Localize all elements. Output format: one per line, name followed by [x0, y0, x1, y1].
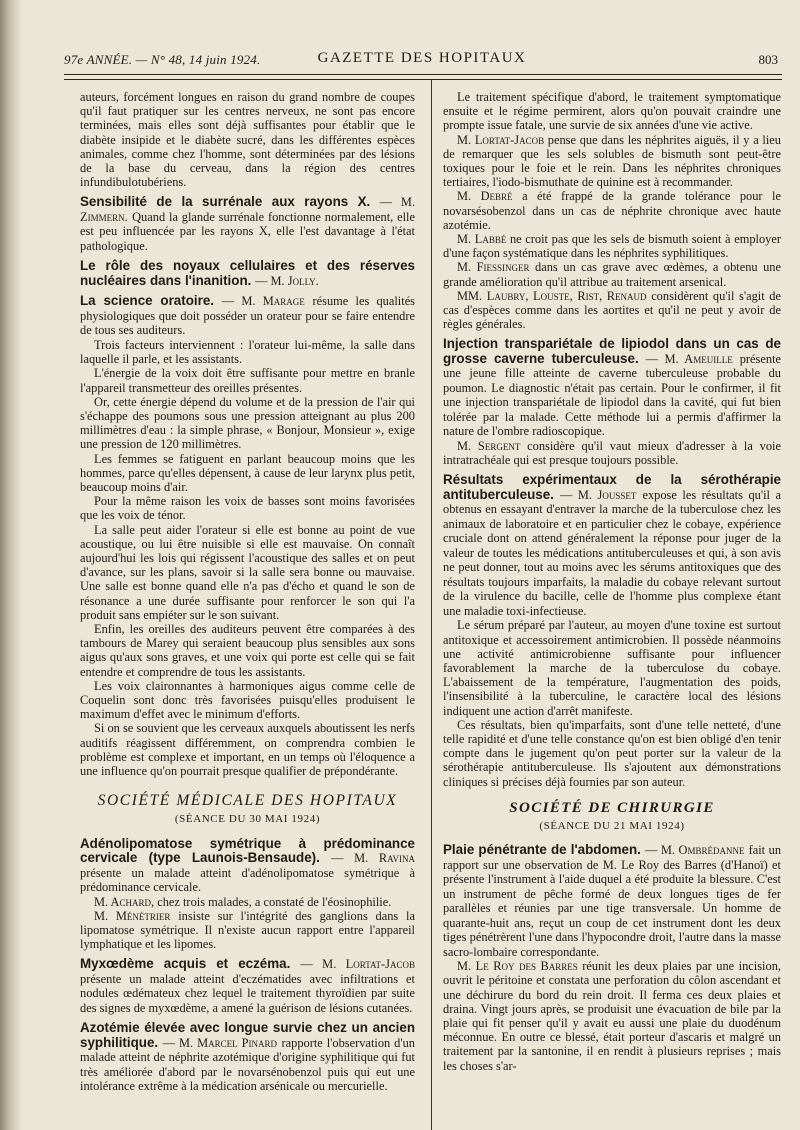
paragraph: L'énergie de la voix doit être suffisante pour mettre en branle l'appareil transmetteur des oreilles présentes.	[80, 366, 415, 395]
paragraph	[443, 260, 781, 288]
article-lipiodol: Injection transpariétale de lipiodol dans un cas de grosse caverne tuberculeuse. — M. Ameuille présente une jeune fille atteinte de caverne tuberculeuse probable du poumon. Le diagnostic n'était pas certain. Pour le confirmer, il fit une injection transpariétale de lipiodol dans la cavité, qui fut bien tolérée par la malade. Cette méthode lui a permis d'affirmer la nature de l'ombre radioscopique.	[443, 336, 781, 439]
speaker-name: M. Debré	[457, 189, 513, 204]
paragraph-text: considère qu'il vaut mieux d'adresser à la voie intratrachéale qui est presque toujours possible.	[443, 438, 781, 468]
article-body: expose les résultats qu'il a obtenus en essayant d'entraver la marche de la tuberculose chez les animaux de laboratoire et en particulier chez le cobaye, expérience cruciale dont on attend généralement la réponse pour juger de la valeur de toutes les médications antituberculeuses et qui, à son avis ne peut donner, tout au moins avec les sérums antitoxiques que des résultats toujours imparfaits, la maladie du cobaye relevant surtout de la virulence du bacille, celle de l'homme plus complexe étant une maladie toxi-infectieuse.	[443, 487, 781, 618]
speaker-name: M. Labbé	[457, 232, 507, 247]
column-divider	[431, 80, 432, 1130]
article-plaie: Plaie pénétrante de l'abdomen. — M. Ombrédanne fait un rapport sur une observation de M. Le Roy des Barres (d'Hanoï) et présente l'instrument à l'aide duquel a été produite la blessure. C'est un instrument de pêche formé de deux longues tiges de fer parallèles et réunies par une tige transversale. Un homme de quarante-huit ans, reçut un coup de cet instrument dont les deux tiges pénétrèrent l'une dans l'hypocondre droit, l'autre dans la masse sacro-lombaire correspondante.	[443, 842, 781, 959]
paragraph: Enfin, les oreilles des auditeurs peuvent être comparées à des tambours de Marey qui seraient beaucoup plus sensibles aux sons aigus qu'aux sons graves, et une voix qui porte est celle qui se fait entendre et comprendre de tous les assistants.	[80, 621, 415, 679]
paragraph: Or, cette énergie dépend du volume et de la pression de l'air qui s'échappe des poumons sous une pression atteignant au plus 200 millimètres d'eau : la simple phrase, « Bonjour, Monsieur », exige une pression de 120 millimètres.	[80, 394, 415, 452]
speaker-name: M. Fiessinger	[457, 260, 530, 275]
article-author: M. Marage	[241, 294, 305, 309]
article-title: Le rôle des noyaux cellulaires et des réserves nucléaires dans l'inanition.	[80, 258, 415, 288]
section-title: SOCIÉTÉ MÉDICALE DES HOPITAUX	[97, 792, 398, 810]
page-header	[64, 48, 780, 70]
article-author: M. Ravina	[354, 851, 415, 866]
paragraph: Trois facteurs interviennent : l'orateur lui-même, la salle dans laquelle il parle, et les assistants.	[80, 337, 415, 367]
article-author: M. Jousset	[577, 487, 637, 502]
article-title: Sensibilité de la surrénale aux rayons X.	[80, 194, 371, 210]
article-body: présente un malade atteint d'eczématides avec infiltrations et nodules œdémateux chez lequel le traitement thyroïdien par suite des signes de myxœdème, a amené la guérison de lésions cutanées.	[80, 971, 415, 1015]
article-body: fait un rapport sur une observation de M. Le Roy des Barres (d'Hanoï) et présente l'instrument à l'aide duquel a été produite la blessure. C'est un instrument de pêche formé de deux longues tiges de fer parallèles et réunies par une tige transversale. Un homme de quarante-huit ans, reçut un coup de cet instrument dont les deux tiges pénétrèrent l'une dans l'hypocondre droit, l'autre dans la masse sacro-lombaire correspondante.	[443, 843, 781, 959]
article-body: Quand la glande surrénale fonctionne normalement, elle est peu influencée par les rayons X, elle l'est davantage à l'état pathologique.	[80, 209, 415, 253]
section-date: (SÉANCE DU 30 MAI 1924)	[174, 813, 321, 826]
paragraph: Pour la même raison les voix de basses sont moins favorisées que les voix de ténor.	[80, 494, 415, 523]
article-azotemie: Azotémie élevée avec longue survie chez un ancien syphilitique. — M. Marcel Pinard rapporte l'observation d'un malade atteint de néphrite azotémique d'origine syphilitique qui fut très améliorée d'abord par le novarsénobenzol puis qui eut une intolérance extrême à la médication arsénicale ou mercurielle.	[80, 1020, 415, 1094]
page-number: 803	[758, 52, 778, 67]
paragraph-text: considèrent qu'il s'agit de cas d'espèces comme dans les aortites et qu'il ne peut y avoir de règles générales.	[443, 288, 781, 332]
article-serotherapie: Résultats expérimentaux de la sérothérapie antituberculeuse. — M. Jousset expose les résultats qu'il a obtenus en essayant d'entraver la marche de la tuberculose chez les animaux de laboratoire et en particulier chez le cobaye, expérience cruciale dont on attend généralement la réponse pour juger de la valeur de toutes les médications antituberculeuses et qui, à son avis ne peut donner, tout au moins avec les sérums antitoxiques que des résultats toujours imparfaits, la maladie du cobaye relevant surtout de la virulence du bacille, celle de l'homme plus complexe étant une maladie toxi-infectieuse.	[443, 472, 781, 618]
paragraph-text: dans un cas grave avec œdèmes, a obtenu une grande amélioration qu'il attribue au traitement arsenical.	[443, 260, 781, 289]
article-title: Azotémie élevée avec longue survie chez un ancien syphilitique.	[80, 1020, 415, 1050]
paragraph-text: réunit les deux plaies par une incision, ouvrit le péritoine et constata une perforation du côlon ascendant et une déchirure du bord du rein droit. Il ferma ces deux plaies et draina. Vingt jours après, se produisit une évacuation de bile par la plaie qui fit penser qu'il y avait eu aussi une plaie du duodénum méconnue. En outre ce blessé, était porteur d'ascaris et malgré un traitement par la santonine, il en rendit à plusieurs reprises ; mais les choses s'ar-	[443, 959, 781, 1073]
article-title: Résultats expérimentaux de la sérothérapie antituberculeuse.	[443, 472, 781, 502]
article-oratoire: La science oratoire. — M. Marage résume les qualités physiologiques que doit posséder un orateur pour se faire entendre de tous ses auditeurs.	[80, 293, 415, 338]
article-title: Adénolipomatose symétrique à prédominance cervicale (type Launois-Bensaude).	[80, 835, 415, 866]
paragraph-text: insiste sur l'intégrité des ganglions dans la lipomatose symétrique. Il n'existe aucun rapport entre l'appareil lymphatique et les lipomes.	[80, 908, 415, 952]
section-title: SOCIÉTÉ DE CHIRURGIE	[509, 799, 715, 816]
article-body: rapporte l'observation d'un malade atteint de néphrite azotémique d'origine syphilitique qui fut très améliorée d'abord par le novarsénobenzol puis qui eut une intolérance extrême à la médication arsénicale ou mercurielle.	[80, 1035, 415, 1094]
article-author: M. Zimmern.	[80, 195, 415, 224]
paragraph: La salle peut aider l'orateur si elle est bonne au point de vue acoustique, ou lui être nuisible si elle est mauvaise. On connaît aujourd'hui les lois qui régissent l'acoustique des salles et on peut d'avance, sur les plans, savoir si la salle sera bonne ou mauvaise. Une salle est bonne quand elle n'a pas d'écho et quand le son de résonance a une durée suffisante pour renforcer le son qui l'a produit sans empiéter sur le son suivant.	[80, 522, 415, 622]
article-title: La science oratoire.	[80, 293, 214, 309]
paragraph	[443, 232, 781, 260]
speaker-name: M. Achard,	[94, 894, 155, 909]
paragraph: Les voix claironnantes à harmoniques aigus comme celle de Coquelin sont donc très favorisées puisqu'elles produisent le maximum d'effet avec le minimum d'efforts.	[80, 678, 415, 722]
speaker-name: M. Le Roy des Barres	[457, 959, 578, 974]
paragraph-text: pense que dans les néphrites aiguës, il y a lieu de remarquer que les sels solubles de bismuth sont peut-être toxiques pour le foie et le rein. Dans les néphrites chroniques tertiaires, l'iodo-bismuthate de quinine est à recommander.	[443, 132, 781, 190]
paragraph: Les femmes se fatiguent en parlant beaucoup moins que les hommes, parce qu'elles dépensent, à cause de leur larynx plus petit, beaucoup moins d'air.	[80, 451, 415, 494]
section-date: (SÉANCE DU 21 MAI 1924)	[539, 820, 685, 832]
binding-shadow	[0, 0, 22, 1130]
paragraph	[443, 959, 781, 1073]
article-author: M. Ombrédanne	[660, 843, 745, 858]
article-adenolipomatose: Adénolipomatose symétrique à prédominance cervicale (type Launois-Bensaude). — M. Ravina présente un malade atteint d'adénolipomatose symétrique à prédominance cervicale.	[80, 835, 415, 895]
paragraph	[443, 289, 781, 332]
article-noyaux: Le rôle des noyaux cellulaires et des réserves nucléaires dans l'inanition. — M. Jolly.	[80, 258, 415, 288]
article-body: présente un malade atteint d'adénolipomatose symétrique à prédominance cervicale.	[80, 865, 415, 895]
paragraph: Le traitement spécifique d'abord, le traitement symptomatique ensuite et le régime permirent, alors qu'on pouvait craindre une prompte issue fatale, une survie de six années d'une vie active.	[443, 90, 781, 133]
article-author: M. Lortat-Jacob	[322, 957, 415, 972]
article-body: résume les qualités physiologiques que doit posséder un orateur pour se faire entendre de tous ses auditeurs.	[80, 294, 415, 338]
article-title: Plaie pénétrante de l'abdomen.	[443, 842, 641, 858]
paragraph: Si on se souvient que les cerveaux auxquels aboutissent les nerfs auditifs réagissent différemment, on comprendra combien le problème est complexe et important, en un temps où l'éloquence a une influence qu'on pourrait presque qualifier de prépondérante.	[80, 721, 415, 779]
paragraph: Le sérum préparé par l'auteur, au moyen d'une toxine est surtout antitoxique et accessoirement antimicrobien. Il possède néanmoins une activité antimicrobienne suffisante pour influencer favorablement la marche de la tuberculose du cobaye. L'abaissement de la température, l'augmentation des poids, l'insensibilité à la tuberculine, le caractère local des lésions indiquent une action d'arrêt manifeste.	[443, 618, 781, 718]
paragraph	[80, 895, 415, 909]
paragraph	[443, 189, 781, 232]
speaker-name: M. Sergent	[457, 438, 521, 453]
paragraph	[443, 439, 781, 467]
right-column	[443, 90, 781, 1130]
article-title: Injection transpariétale de lipiodol dans un cas de grosse caverne tuberculeuse.	[443, 336, 781, 366]
speaker-name: MM. Laubry, Louste, Rist, Renaud	[457, 288, 647, 303]
article-myxoedeme: Myxœdème acquis et eczéma. — M. Lortat-Jacob présente un malade atteint d'eczématides avec infiltrations et nodules œdémateux chez lequel le traitement thyroïdien par suite des signes de myxœdème, a amené la guérison de lésions cutanées.	[80, 956, 415, 1015]
header-double-rule	[64, 74, 782, 80]
paragraph-text: a été frappé de la grande tolérance pour le novarsésobenzol dans un cas de néphrite chronique avec haute azotémie.	[443, 189, 781, 232]
speaker-name: M. Ménétrier	[94, 908, 171, 923]
paragraph-text: ne croit pas que les sels de bismuth soient à employer d'une façon systématique dans les néphrites syphilitiques.	[443, 232, 781, 261]
article-author: M. Jolly.	[270, 273, 319, 288]
article-surrenale: Sensibilité de la surrénale aux rayons X. — M. Zimmern. Quand la glande surrénale fonctionne normalement, elle est peu influencée par les rayons X, elle l'est davantage à l'état pathologique.	[80, 194, 415, 253]
issue-info: 97e ANNÉE. — N° 48, 14 juin 1924.	[64, 52, 261, 67]
paragraph	[443, 133, 781, 190]
article-author: M. Marcel Pinard	[179, 1035, 277, 1050]
paragraph-text: chez trois malades, a constaté de l'éosinophilie.	[157, 894, 392, 909]
article-title: Myxœdème acquis et eczéma.	[80, 956, 291, 972]
paragraph: auteurs, forcément longues en raison du grand nombre de coupes qu'il faut pratiquer sur les centres nerveux, ne sont pas encore terminées, mais elles sont déjà suffisantes pour établir que le diabète insipide et le diabète sucré, dans les différentes espèces animales, comme chez l'homme, sont déterminées par des lésions de la base du cerveau, dans la région des centres infundibulotubériens.	[80, 90, 415, 190]
paragraph: Ces résultats, bien qu'imparfaits, sont d'une telle netteté, d'une telle rapidité et d'une telle constance qu'on est bien obligé d'en tenir compte dans le jugement qu'on peut porter sur la valeur de la sérothérapie antituberculeuse. Ils s'ajoutent aux démonstrations cliniques si précises déjà fournies par son auteur.	[443, 717, 781, 789]
speaker-name: M. Lortat-Jacob	[457, 132, 545, 147]
paragraph	[80, 909, 415, 952]
article-author: M. Ameuille	[664, 351, 733, 366]
article-body: présente une jeune fille atteinte de caverne tuberculeuse probable du poumon. Le diagnostic n'était pas certain. Pour le confirmer, il fit une injection transpariétale de lipiodol dans la cavité, qui fut bien tolérée par la malade. Cette méthode lui a permis d'affirmer la nature de l'ombre radioscopique.	[443, 351, 781, 439]
left-column	[80, 90, 415, 1130]
journal-title: GAZETTE DES HOPITAUX	[317, 50, 527, 66]
